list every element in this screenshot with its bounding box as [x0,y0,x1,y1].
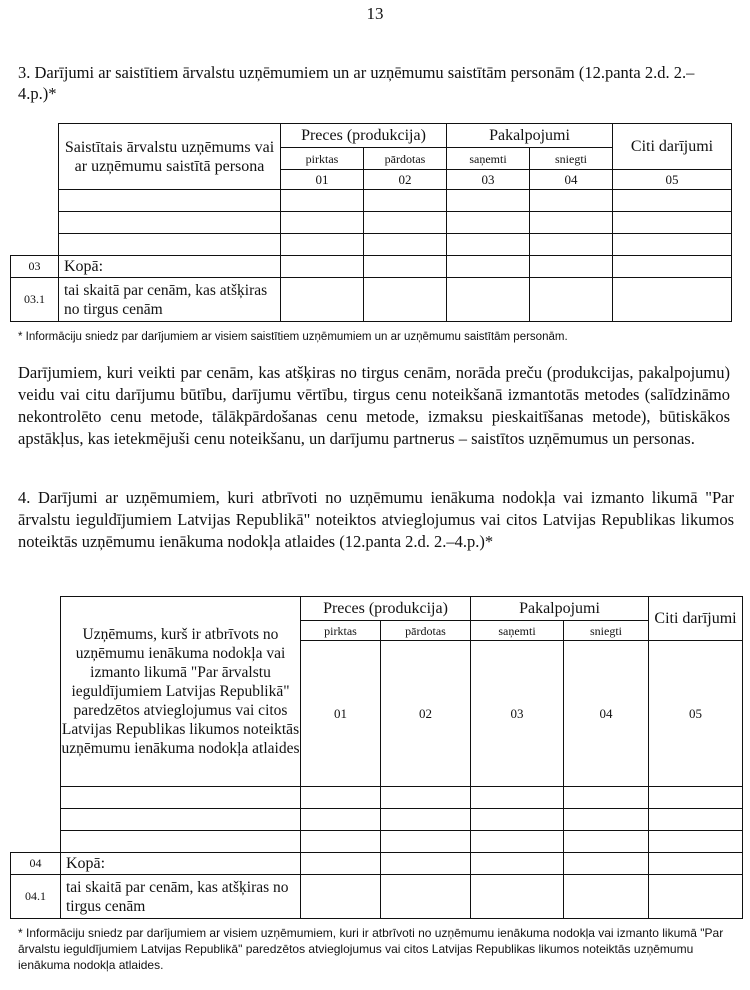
row-label: Kopā: [61,853,301,875]
header-provided: sniegti [530,148,613,170]
header-other: Citi darījumi [649,597,743,641]
section-4-heading: 4. Darījumi ar uzņēmumiem, kuri atbrīvoti no uzņēmumu ienākuma nodokļa vai izmanto likumā "Par ārvalstu ieguldījumiem Latvijas Republikā" noteiktos atvieglojumus vai citos Latvijas Republikas likumos noteiktās uzņēmumu ienākuma nodokļa atlaides (12.panta 2.d. 2.–4.p.)* [18,488,734,551]
col-code-01: 01 [301,641,381,787]
col-code-03: 03 [471,641,564,787]
header-bought: pirktas [301,621,381,641]
header-services: Pakalpojumi [447,124,613,148]
header-related-party: Saistītais ārvalstu uzņēmums vai ar uzņēmumu saistītā persona [59,124,281,190]
table-row [11,212,732,234]
header-received: saņemti [471,621,564,641]
row-code: 03 [11,256,59,278]
table-row [11,831,743,853]
header-services: Pakalpojumi [471,597,649,621]
section-4-table [10,596,743,919]
header-sold: pārdotas [364,148,447,170]
header-sold: pārdotas [381,621,471,641]
header-other: Citi darījumi [613,124,732,170]
col-code-04: 04 [564,641,649,787]
col-code-03: 03 [447,170,530,190]
header-provided: sniegti [564,621,649,641]
row-code: 04 [11,853,61,875]
section-3-table [10,123,732,322]
row-label: tai skaitā par cenām, kas atšķiras no tirgus cenām [59,278,281,322]
total-row [11,853,743,875]
col-code-01: 01 [281,170,364,190]
header-bought: pirktas [281,148,364,170]
row-label: tai skaitā par cenām, kas atšķiras no tirgus cenām [61,875,301,919]
subtotal-row [11,278,732,322]
row-code: 03.1 [11,278,59,322]
section-4-footnote: * Informāciju sniedz par darījumiem ar visiem uzņēmumiem, kuri ir atbrīvoti no uzņēmumu ienākuma nodokļa vai izmanto likumā "Par ārvalstu ieguldījumiem Latvijas Republikā" paredzētos atvieglojumus vai citos Latvijas Republikas likumos noteiktās uzņēmumu ienākuma nodokļa atlaides. [18,926,724,972]
section-3-paragraph: Darījumiem, kuri veikti par cenām, kas atšķiras no tirgus cenām, norāda preču (produkcijas, pakalpojumu) veidu vai citu darījumu būtību, darījumu vērtību, tirgus cenu noteikšanā izmantotās metodes (salīdzināmo nekontrolēto cenu metode, tālākpārdošanas cenu metode, izmaksu pieskaitīšanas metode), būtiskākos apstākļus, kas ietekmējuši cenu noteikšanu, un darījumu partnerus – saistītos uzņēmumus un personas. [18,363,730,448]
header-received: saņemti [447,148,530,170]
table-row [11,809,743,831]
header-goods: Preces (produkcija) [281,124,447,148]
section-3-heading: 3. Darījumi ar saistītiem ārvalstu uzņēmumiem un ar uzņēmumu saistītām personām (12.panta 2.d. 2.–4.p.)* [18,63,695,103]
subtotal-row [11,875,743,919]
page-number: 13 [366,4,384,23]
col-code-04: 04 [530,170,613,190]
row-label: Kopā: [59,256,281,278]
empty-corner [11,124,59,190]
col-code-05: 05 [613,170,732,190]
header-goods: Preces (produkcija) [301,597,471,621]
col-code-05: 05 [649,641,743,787]
row-code: 04.1 [11,875,61,919]
table-row [11,190,732,212]
table-row [11,234,732,256]
col-code-02: 02 [381,641,471,787]
col-code-02: 02 [364,170,447,190]
section-3-footnote: * Informāciju sniedz par darījumiem ar visiem saistītiem uzņēmumiem un ar uzņēmumu saistītām personām. [18,331,568,343]
total-row [11,256,732,278]
header-exempt-company: Uzņēmums, kurš ir atbrīvots no uzņēmumu ienākuma nodokļa vai izmanto likumā "Par ārvalstu ieguldījumiem Latvijas Republikā" paredzētos atvieglojumus vai citos Latvijas Republikas likumos noteiktās uzņēmumu ienākuma nodokļa atlaides [61,597,301,787]
table-row [11,787,743,809]
